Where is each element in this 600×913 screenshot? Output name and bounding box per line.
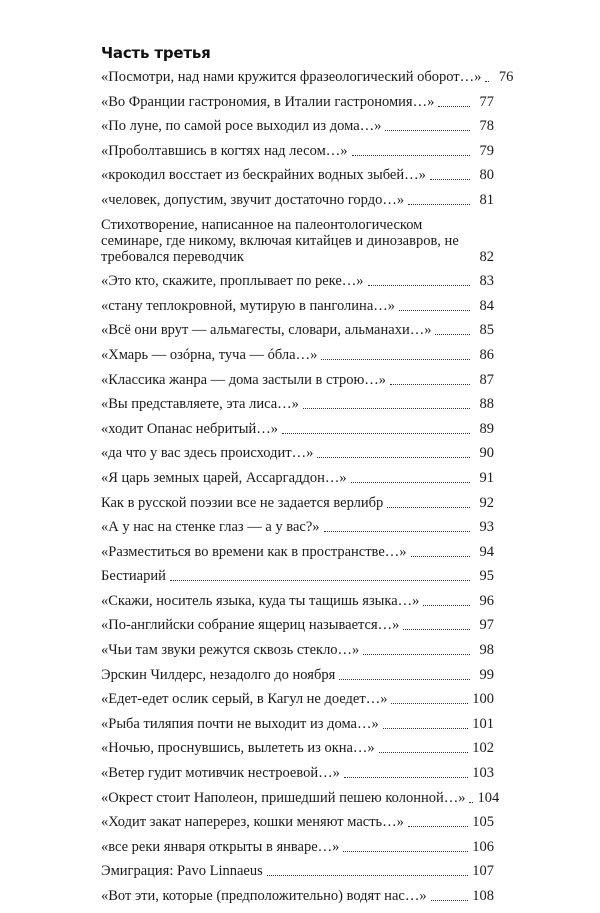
toc-entry-page: 87 [479, 371, 494, 388]
dot-leader [368, 284, 470, 286]
toc-entry [101, 765, 494, 781]
dot-leader [379, 751, 469, 753]
toc-entry-title: «Вот эти, которые (предположительно) водят нас…» [101, 888, 427, 904]
toc-entry [101, 69, 514, 85]
toc-entry-page: 92 [479, 494, 494, 511]
toc-entry-page: 100 [472, 691, 494, 708]
toc-entry-page: 96 [479, 592, 494, 609]
dot-leader [267, 874, 468, 876]
toc-entry-page: 103 [472, 765, 494, 782]
toc-entry-page: 82 [479, 248, 494, 265]
dot-leader [391, 702, 468, 704]
dot-leader [390, 383, 470, 385]
dot-leader [324, 530, 470, 532]
toc-entry-title: «Во Франции гастрономия, в Италии гастрономия…» [101, 93, 435, 110]
toc-entry-title: «Это кто, скажите, проплывает по реке…» [101, 273, 364, 290]
toc-entry [101, 470, 494, 486]
toc-entry [101, 273, 494, 289]
toc-entry-title: «да что у вас здесь происходит…» [101, 445, 314, 462]
toc-entry-title: «Классика жанра — дома застыли в строю…» [101, 371, 387, 388]
toc-entry [101, 143, 494, 159]
toc-entry-page: 78 [479, 118, 494, 135]
toc-entry-title: Стихотворение, написанное на палеонтологическом семинаре, где никому, включая китайцев и динозавров, не требовался переводчик [101, 216, 459, 265]
toc-entry-title: «По луне, по самой росе выходил из дома…» [101, 118, 382, 135]
toc-entry [101, 495, 494, 511]
toc-entry-page: 84 [479, 297, 494, 314]
toc-entry-page: 104 [477, 789, 500, 806]
toc-entry [101, 789, 500, 806]
toc-entry-title: «Ходит закат наперерез, кошки меняют масть…» [101, 814, 404, 831]
toc-entry [101, 617, 494, 633]
toc-entry-page: 95 [479, 568, 494, 585]
toc-entry-page: 81 [479, 191, 494, 208]
dot-leader [303, 407, 470, 409]
toc-entry-title: «Вы представляете, эта лиса…» [101, 396, 299, 413]
toc-entry-page: 83 [479, 273, 494, 290]
toc-entry-title: «крокодил восстает из бескрайних водных зыбей…» [101, 167, 426, 184]
toc-entry-title: «ходит Опанас небритый…» [101, 420, 278, 437]
toc-entry-title: «Чьи там звуки режутся сквозь стекло…» [101, 642, 360, 659]
dot-leader [387, 506, 470, 508]
toc-entry [101, 421, 494, 437]
dot-leader [466, 260, 470, 262]
toc-entry [101, 691, 494, 707]
table-of-contents [101, 69, 514, 913]
toc-entry-page: 79 [479, 142, 494, 159]
toc-entry-title: «стану теплокровной, мутирую в панголина…» [101, 297, 396, 314]
dot-leader [408, 203, 470, 205]
dot-leader [385, 129, 470, 131]
toc-entry [101, 519, 494, 535]
toc-entry [101, 863, 494, 879]
dot-leader [344, 776, 468, 778]
toc-entry-page: 108 [472, 888, 494, 904]
dot-leader [363, 653, 470, 655]
toc-entry-title: «Проболтавшись в когтях над лесом…» [101, 142, 348, 159]
section-title: Часть третья [101, 44, 211, 62]
toc-entry-title: «Ветер гудит мотивчик нестроевой…» [101, 765, 340, 782]
toc-entry [101, 667, 494, 683]
toc-entry-title: «Разместиться во времени как в пространстве…» [101, 543, 407, 560]
dot-leader [282, 432, 470, 434]
toc-entry [101, 445, 494, 461]
dot-leader [435, 333, 470, 335]
dot-leader [399, 309, 470, 311]
toc-entry-title: «Окрест стоит Наполеон, пришедший пешею колонной…» [101, 789, 466, 806]
toc-entry [101, 593, 494, 609]
toc-entry [101, 839, 494, 855]
toc-entry-page: 97 [479, 617, 494, 634]
toc-entry [101, 372, 494, 388]
toc-entry [101, 814, 494, 830]
dot-leader [339, 678, 470, 680]
toc-entry-page: 98 [479, 642, 494, 659]
toc-entry [101, 298, 494, 314]
toc-entry [101, 740, 494, 756]
dot-leader [317, 456, 470, 458]
dot-leader [403, 628, 470, 630]
toc-entry-page: 91 [479, 469, 494, 486]
toc-entry-title: «Хмарь — озóрна, туча — óбла…» [101, 346, 318, 363]
toc-entry-title: «Едет-едет ослик серый, в Кагул не доедет…» [101, 691, 388, 708]
toc-entry-page: 107 [472, 863, 494, 880]
toc-entry-title: Как в русской поэзии все не задается верлибр [101, 494, 384, 511]
dot-leader [383, 727, 469, 729]
dot-leader [430, 178, 470, 180]
toc-entry-title: «Я царь земных царей, Ассаргаддон…» [101, 469, 347, 486]
toc-entry [101, 118, 494, 134]
toc-entry-page: 101 [472, 715, 494, 732]
toc-entry-page: 76 [498, 69, 514, 85]
toc-entry-page: 102 [472, 740, 494, 757]
toc-entry-page: 105 [472, 814, 494, 831]
dot-leader [170, 579, 470, 581]
toc-entry-title: «Ночью, проснувшись, вылететь из окна…» [101, 740, 375, 757]
toc-entry-page: 99 [479, 666, 494, 683]
dot-leader [351, 481, 470, 483]
toc-entry-page: 106 [472, 838, 494, 855]
toc-entry-page: 89 [479, 420, 494, 437]
toc-entry [101, 167, 494, 183]
toc-entry [101, 716, 494, 732]
toc-entry-page: 80 [479, 167, 494, 184]
dot-leader [431, 899, 469, 901]
toc-entry-page: 90 [479, 445, 494, 462]
toc-entry [101, 347, 494, 363]
toc-entry-title: «все реки января открыты в январе…» [101, 838, 340, 855]
toc-entry-page: 77 [479, 93, 494, 110]
toc-entry [101, 544, 494, 560]
toc-entry-title: Бестиарий [101, 568, 166, 585]
dot-leader [485, 80, 489, 82]
toc-entry [101, 396, 494, 412]
toc-entry [101, 642, 494, 658]
toc-entry-page: 86 [479, 346, 494, 363]
toc-entry [101, 217, 494, 265]
toc-entry-title: Эмиграция: Pavo Linnaeus [101, 863, 263, 880]
toc-entry [101, 322, 494, 338]
toc-entry-page: 94 [479, 543, 494, 560]
dot-leader [469, 801, 473, 803]
toc-entry-title: «Всё они врут — альмагесты, словари, альманахи…» [101, 322, 432, 339]
toc-entry-title: «По-английски собрание ящериц называется…» [101, 617, 400, 634]
toc-entry-title: «человек, допустим, звучит достаточно гордо…» [101, 191, 405, 208]
toc-entry-title: «Рыба тиляпия почти не выходит из дома…» [101, 715, 379, 732]
toc-entry-page: 93 [479, 519, 494, 536]
toc-entry [101, 94, 494, 110]
dot-leader [438, 105, 470, 107]
toc-entry [101, 888, 494, 904]
toc-entry-title: «Посмотри, над нами кружится фразеологический оборот…» [101, 69, 482, 85]
dot-leader [343, 850, 468, 852]
dot-leader [321, 358, 470, 360]
toc-entry [101, 192, 494, 208]
toc-entry-page: 88 [479, 396, 494, 413]
dot-leader [411, 555, 470, 557]
toc-entry-title: Эрскин Чилдерс, незадолго до ноября [101, 666, 336, 683]
toc-entry-page: 85 [479, 322, 494, 339]
dot-leader [408, 825, 468, 827]
toc-entry [101, 568, 494, 584]
toc-entry-title: «А у нас на стенке глаз — а у вас?» [101, 519, 320, 536]
dot-leader [352, 154, 470, 156]
dot-leader [423, 604, 470, 606]
toc-entry-title: «Скажи, носитель языка, куда ты тащишь языка…» [101, 592, 420, 609]
